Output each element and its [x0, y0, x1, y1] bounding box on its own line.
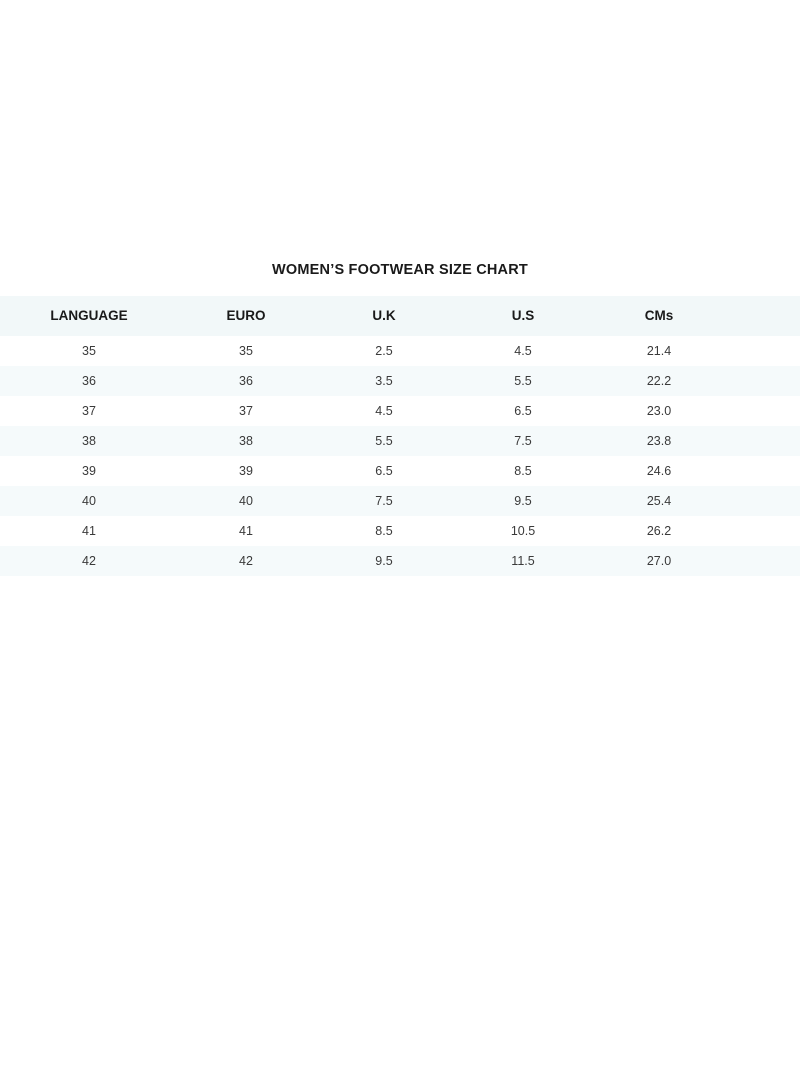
column-header-uk: U.K: [314, 296, 454, 336]
column-header-euro: EURO: [178, 296, 314, 336]
header-row: [0, 296, 800, 336]
cell-language: 38: [0, 426, 178, 456]
table-row: [0, 486, 800, 516]
size-chart-container: [0, 262, 800, 576]
chart-title: WOMEN’S FOOTWEAR SIZE CHART: [272, 262, 528, 278]
cell-us: 7.5: [454, 426, 592, 456]
cell-language: 39: [0, 456, 178, 486]
cell-cms: 23.8: [592, 426, 726, 456]
cell-us: 5.5: [454, 366, 592, 396]
cell-uk: 4.5: [314, 396, 454, 426]
cell-cms: 25.4: [592, 486, 726, 516]
cell-cms: 24.6: [592, 456, 726, 486]
cell-spacer: [726, 456, 800, 486]
cell-language: 40: [0, 486, 178, 516]
table-row: [0, 456, 800, 486]
cell-euro: 39: [178, 456, 314, 486]
cell-euro: 41: [178, 516, 314, 546]
cell-euro: 42: [178, 546, 314, 576]
cell-euro: 38: [178, 426, 314, 456]
table-row: [0, 336, 800, 366]
cell-language: 36: [0, 366, 178, 396]
cell-spacer: [726, 336, 800, 366]
table-row: [0, 426, 800, 456]
cell-euro: 37: [178, 396, 314, 426]
table-row: [0, 366, 800, 396]
cell-uk: 8.5: [314, 516, 454, 546]
cell-cms: 27.0: [592, 546, 726, 576]
table-row: [0, 396, 800, 426]
cell-us: 10.5: [454, 516, 592, 546]
cell-language: 41: [0, 516, 178, 546]
cell-euro: 36: [178, 366, 314, 396]
cell-uk: 5.5: [314, 426, 454, 456]
column-header-cms: CMs: [592, 296, 726, 336]
cell-language: 35: [0, 336, 178, 366]
cell-us: 4.5: [454, 336, 592, 366]
cell-uk: 9.5: [314, 546, 454, 576]
cell-cms: 21.4: [592, 336, 726, 366]
column-header-spacer: [726, 296, 800, 336]
table-row: [0, 516, 800, 546]
cell-spacer: [726, 516, 800, 546]
cell-spacer: [726, 426, 800, 456]
cell-spacer: [726, 396, 800, 426]
cell-spacer: [726, 546, 800, 576]
cell-uk: 2.5: [314, 336, 454, 366]
cell-us: 6.5: [454, 396, 592, 426]
cell-uk: 6.5: [314, 456, 454, 486]
cell-us: 8.5: [454, 456, 592, 486]
size-chart-table: [0, 296, 800, 576]
table-body: [0, 336, 800, 576]
cell-cms: 22.2: [592, 366, 726, 396]
column-header-us: U.S: [454, 296, 592, 336]
cell-euro: 40: [178, 486, 314, 516]
cell-language: 42: [0, 546, 178, 576]
cell-cms: 23.0: [592, 396, 726, 426]
cell-us: 11.5: [454, 546, 592, 576]
cell-us: 9.5: [454, 486, 592, 516]
cell-spacer: [726, 486, 800, 516]
table-header: [0, 296, 800, 336]
cell-uk: 7.5: [314, 486, 454, 516]
table-row: [0, 546, 800, 576]
cell-uk: 3.5: [314, 366, 454, 396]
cell-spacer: [726, 366, 800, 396]
cell-cms: 26.2: [592, 516, 726, 546]
column-header-language: LANGUAGE: [0, 296, 178, 336]
cell-language: 37: [0, 396, 178, 426]
cell-euro: 35: [178, 336, 314, 366]
